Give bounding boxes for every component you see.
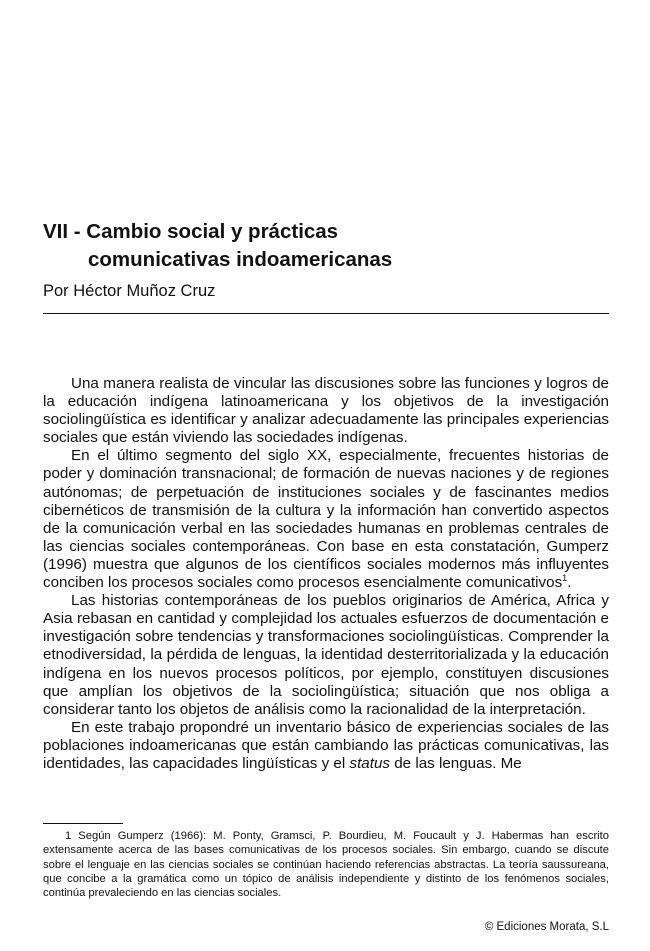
chapter-author: Por Héctor Muñoz Cruz — [43, 282, 216, 300]
paragraph-2-end: . — [567, 574, 572, 592]
chapter-title-line-2: comunicativas indoamericanas — [88, 248, 393, 271]
footnote — [43, 829, 609, 900]
paragraph-1: Una manera realista de vincular las discusiones sobre las funciones y logros de la educación indígena latinoamericana y los objetivos de la investigación sociolingüística es identificar y analizar adecuadamente las principales experiencias sociales que están viviendo las sociedades indígenas. — [43, 375, 609, 447]
body-text — [43, 375, 609, 773]
paragraph-4-italic: status — [349, 754, 390, 772]
chapter-title — [43, 218, 613, 274]
footnote-divider — [43, 823, 123, 824]
chapter-title-line-1: VII - Cambio social y prácticas — [43, 220, 339, 243]
paragraph-2-text: En el último segmento del siglo XX, especialmente, frecuentes historias de poder y dominación transnacional; de formación de nuevas naciones y de regiones autónomas; de perpetuación de instituciones sociales y de fascinantes medios cibernéticos de transmisión de la cultura y la información han convertido aspectos de la comunicación verbal en las sociedades humanas en problemas centrales de las ciencias sociales contemporáneas. Con base en esta constatación, Gumperz (1996) muestra que algunos de los científicos sociales modernos más influyentes conciben los procesos sociales como procesos esencialmente comunicativos — [43, 447, 609, 592]
paragraph-4-text: En este trabajo propondré un inventario básico de experiencias sociales de las poblaciones indoamericanas que están cambiando las prácticas comunicativas, las identidades, las capacidades lingüísticas y el — [43, 718, 609, 772]
paragraph-4 — [43, 719, 609, 773]
footnote-number: 1 — [65, 830, 72, 842]
paragraph-3: Las historias contemporáneas de los pueblos originarios de América, Africa y Asia rebasan en cantidad y complejidad los actuales esfuerzos de documentación e investigación sobre tendencias y transformaciones sociolingüísticas. Comprender la etnodiversidad, la pérdida de lenguas, la identidad desterritorializada y la educación indígena en los nuevos procesos políticos, por ejemplo, constituyen discusiones que amplían los objetivos de la sociolingüística; situación que nos obliga a considerar tanto los objetos de análisis como la racionalidad de la interpretación. — [43, 592, 609, 718]
paragraph-4-end: de las lenguas. Me — [390, 754, 522, 772]
copyright-notice: © Ediciones Morata, S.L — [484, 921, 609, 933]
footnote-reference: 1 — [562, 573, 568, 584]
paragraph-2 — [43, 447, 609, 592]
title-divider — [43, 313, 609, 314]
footnote-text: Según Gumperz (1966): M. Ponty, Gramsci, P. Bourdieu, M. Foucault y J. Habermas han escrito extensamente acerca de las bases comunicativas de los procesos sociales. Sin embargo, cuando se discute sobre el lenguaje en las ciencias sociales se continúan haciendo referencias abstractas. La teoría saussureana, que concibe a la gramática como un tópico de análisis independiente y distinto de los fenómenos sociales, continúa prevaleciendo en las ciencias sociales. — [43, 830, 609, 900]
